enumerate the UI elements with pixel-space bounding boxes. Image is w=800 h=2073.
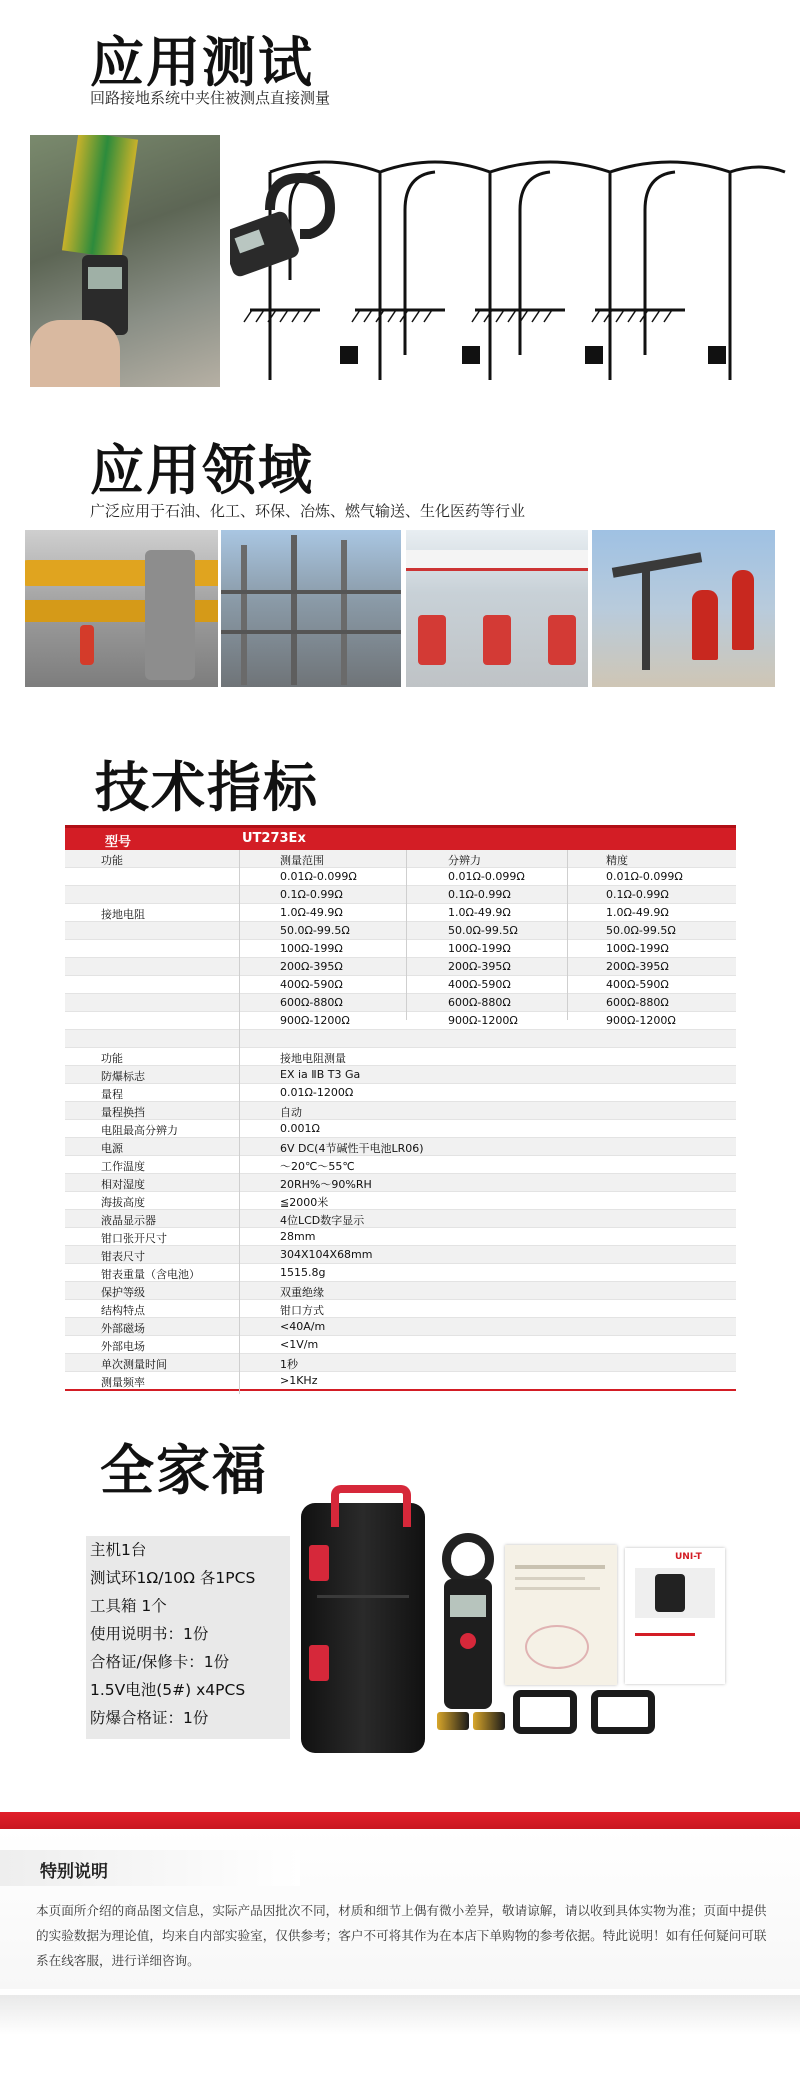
spec-row: 测量频率 >1KHz xyxy=(65,1372,736,1391)
spec-row: 相对湿度 20RH%～90%RH xyxy=(65,1174,736,1192)
spec-header-model-value: UT273Ex xyxy=(242,831,306,846)
spec-row: 电源 6V DC(4节碱性干电池LR06) xyxy=(65,1138,736,1156)
range-label-ground-resistance: 接地电阻 xyxy=(101,908,145,921)
spec-table xyxy=(65,825,736,1391)
table-divider xyxy=(567,850,568,1020)
certificate-image xyxy=(505,1545,617,1685)
spec-row: 外部电场 <1V/m xyxy=(65,1336,736,1354)
section-title-technical-specs: 技术指标 xyxy=(95,756,319,819)
range-row: 0.01Ω-0.099Ω 0.01Ω-0.099Ω 0.01Ω-0.099Ω xyxy=(65,868,736,886)
list-item: 主机1台 xyxy=(90,1541,147,1559)
range-header-row: 功能 测量范围 分辨力 精度 xyxy=(65,850,736,868)
section-subtitle-application-fields: 广泛应用于石油、化工、环保、冶炼、燃气输送、生化医药等行业 xyxy=(90,502,526,520)
section-title-package-contents: 全家福 xyxy=(100,1439,268,1502)
spec-row: 量程换挡 自动 xyxy=(65,1102,736,1120)
carrying-case-image xyxy=(293,1485,433,1757)
range-row: 0.1Ω-0.99Ω 0.1Ω-0.99Ω 0.1Ω-0.99Ω xyxy=(65,886,736,904)
spec-table-header xyxy=(65,825,736,850)
industry-photo-gas-station xyxy=(406,530,588,687)
spec-row: 量程 0.01Ω-1200Ω xyxy=(65,1084,736,1102)
grounding-loop-diagram xyxy=(230,150,790,395)
range-row: 400Ω-590Ω 400Ω-590Ω 400Ω-590Ω xyxy=(65,976,736,994)
manual-brand: UNI-T xyxy=(675,1552,702,1562)
spacer-row xyxy=(65,1030,736,1048)
spec-row: 海拔高度 ≦2000米 xyxy=(65,1192,736,1210)
package-list xyxy=(86,1536,290,1739)
section-title-application-fields: 应用领域 xyxy=(90,439,314,502)
test-ring-1-ohm xyxy=(513,1690,577,1734)
notice-text: 本页面所介绍的商品图文信息，实际产品因批次不同，材质和细节上偶有微小差异，敬请谅解，请以收到具体实物为准；页面中提供的实验数据为理论值，均来自内部实验室，仅供参考；客户不可将其作为在本店下单购物的参考依据。特此说明！如有任何疑问可联系在线客服，进行详细咨询。 xyxy=(36,1903,767,1968)
range-row: 50.0Ω-99.5Ω 50.0Ω-99.5Ω 50.0Ω-99.5Ω xyxy=(65,922,736,940)
list-item: 合格证/保修卡：1份 xyxy=(90,1653,230,1671)
table-divider xyxy=(239,850,240,1394)
spec-row: 钳表尺寸 304X104X68mm xyxy=(65,1246,736,1264)
list-item: 测试环1Ω/10Ω 各1PCS xyxy=(90,1569,256,1587)
list-item: 1.5V电池(5#) x4PCS xyxy=(90,1681,246,1699)
spec-row: 功能 接地电阻测量 xyxy=(65,1048,736,1066)
list-item: 使用说明书：1份 xyxy=(90,1625,209,1643)
spec-row: 防爆标志 EX ia ⅡB T3 Ga xyxy=(65,1066,736,1084)
spec-row: 电阻最高分辨力 0.001Ω xyxy=(65,1120,736,1138)
spec-row: 单次测量时间 1秒 xyxy=(65,1354,736,1372)
range-row: 100Ω-199Ω 100Ω-199Ω 100Ω-199Ω xyxy=(65,940,736,958)
spec-row: 工作温度 ～20℃～55℃ xyxy=(65,1156,736,1174)
industry-photo-chemical-plant xyxy=(221,530,401,687)
range-row: 接地电阻 1.0Ω-49.9Ω 1.0Ω-49.9Ω 1.0Ω-49.9Ω xyxy=(65,904,736,922)
range-row: 600Ω-880Ω 600Ω-880Ω 600Ω-880Ω xyxy=(65,994,736,1012)
spec-row: 结构特点 钳口方式 xyxy=(65,1300,736,1318)
section-title-application-test: 应用测试 xyxy=(90,31,314,94)
spec-row: 外部磁场 <40A/m xyxy=(65,1318,736,1336)
spec-header-model-label: 型号 xyxy=(105,835,132,850)
spec-row: 液晶显示器 4位LCD数字显示 xyxy=(65,1210,736,1228)
industry-photo-petrochemical xyxy=(25,530,218,687)
range-row: 200Ω-395Ω 200Ω-395Ω 200Ω-395Ω xyxy=(65,958,736,976)
spec-row: 钳表重量（含电池） 1515.8g xyxy=(65,1264,736,1282)
industry-photo-oil-field xyxy=(592,530,775,687)
notice-top-bar xyxy=(0,1812,800,1829)
list-item: 防爆合格证：1份 xyxy=(90,1709,209,1727)
spec-row: 保护等级 双重绝缘 xyxy=(65,1282,736,1300)
manual-image xyxy=(625,1548,725,1684)
range-row: 900Ω-1200Ω 900Ω-1200Ω 900Ω-1200Ω xyxy=(65,1012,736,1030)
list-item: 工具箱 1个 xyxy=(90,1597,167,1615)
table-divider xyxy=(406,850,407,1020)
section-subtitle-application-test: 回路接地系统中夹住被测点直接测量 xyxy=(90,89,331,107)
test-ring-10-ohm xyxy=(591,1690,655,1734)
notice-title: 特别说明 xyxy=(40,1862,108,1882)
field-test-photo xyxy=(30,135,220,387)
clamp-meter-image xyxy=(438,1533,498,1713)
notice-bottom-shadow xyxy=(0,1995,800,2035)
battery-image xyxy=(437,1712,507,1730)
spec-row: 钳口张开尺寸 28mm xyxy=(65,1228,736,1246)
